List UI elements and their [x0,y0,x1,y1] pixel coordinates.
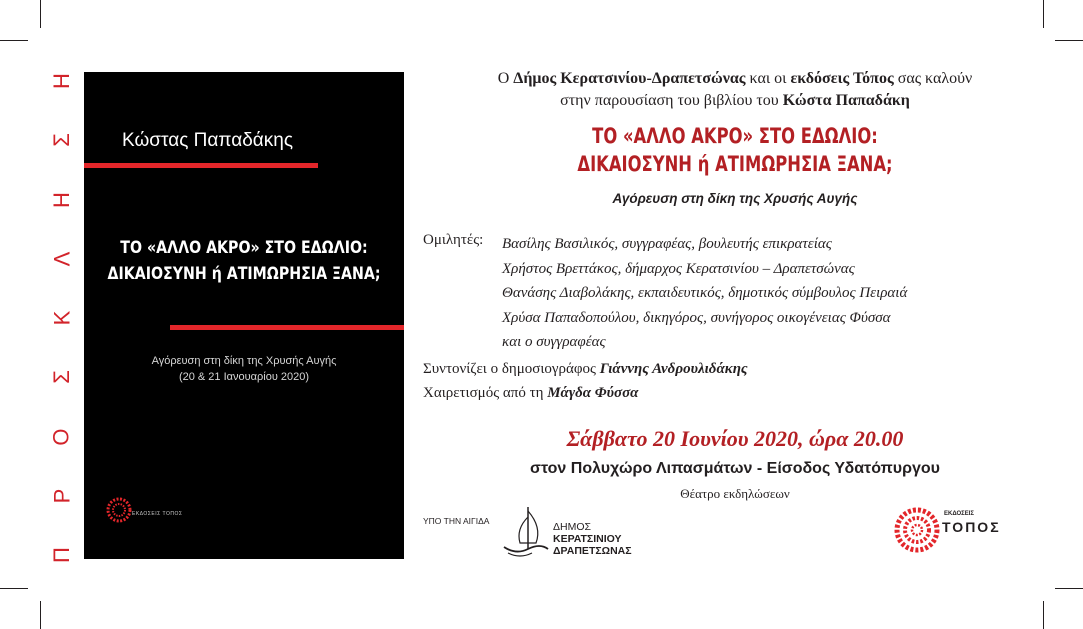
vertical-letter: Λ [48,251,74,267]
vertical-letter: Ρ [49,488,74,504]
speaker-item: Βασίλης Βασιλικός, συγγραφέας, βουλευτής επικρατείας [502,236,832,252]
municipality-logo-line: ΚΕΡΑΤΣΙΝΙΟΥ [553,533,622,545]
intro-line-1 [420,68,1050,90]
publisher-footer-small-text: ΕΚΔΟΣΕΙΣ [944,511,975,517]
event-title-line: ΤΟ «ΑΛΛΟ ΑΚΡΟ» ΣΤΟ ΕΔΩΛΙΟ: [592,124,878,148]
book-cover [84,72,404,559]
publisher-footer-logo-icon [893,506,941,554]
crop-mark [0,588,28,589]
patronage-label: ΥΠΟ ΤΗΝ ΑΙΓΙΔΑ [423,516,490,526]
municipality-logo-line: ΔΗΜΟΣ [553,521,592,533]
vertical-letter: Η [48,73,74,89]
event-venue-sub: Θέατρο εκδηλώσεων [680,486,790,501]
intro-line-2 [420,90,1050,112]
event-date: Σάββατο 20 Ιουνίου 2020, ώρα 20.00 [566,426,904,451]
book-subtitle-line: Αγόρευση στη δίκη της Χρυσής Αυγής [151,355,337,367]
book-title-line: ΔΙΚΑΙΟΣΥΝΗ ή ΑΤΙΜΩΡΗΣΙΑ ΞΑΝΑ; [107,264,381,283]
municipality-logo-icon [502,503,550,561]
book-subtitle [84,353,404,385]
vertical-letter: Ο [49,427,74,446]
speaker-item: Θανάσης Διαβολάκης, εκπαιδευτικός, δημοτικός σύμβουλος Πειραιά [502,285,908,301]
event-title [489,122,980,178]
book-title-line: ΤΟ «ΑΛΛΟ ΑΚΡΟ» ΣΤΟ ΕΔΩΛΙΟ: [120,238,368,257]
event-subtitle: Αγόρευση στη δίκη της Χρυσής Αυγής [612,191,858,206]
intro-text-part: σας καλούν [893,70,973,87]
book-red-bar-top [84,163,318,168]
speaker-item: Χρύσα Παπαδοπούλου, δικηγόρος, συνήγορος οικογένειας Φύσσα [502,309,891,326]
speakers-label: Ομιλητές: [423,232,484,248]
book-subtitle-line: (20 & 21 Ιανουαρίου 2020) [178,371,310,383]
publisher-logo-icon [106,497,132,523]
vertical-letter: Κ [49,310,74,326]
vertical-letter: Σ [48,133,74,148]
crop-mark [40,601,41,629]
vertical-letter: Η [48,191,74,208]
event-venue: στον Πολυχώρο Λιπασμάτων - Είσοδος Υδατόπυργου [530,460,940,477]
intro-text-part: και οι [745,70,791,87]
publisher-footer-name: ΤΟΠΟΣ [942,519,1001,535]
moderator-name: Γιάννης Ανδρουλιδάκης [599,361,748,377]
book-red-bar-bottom [318,325,404,330]
intro-text-part: στην παρουσίαση του βιβλίου του [560,92,783,109]
intro-text-part: Ο [497,70,514,87]
vertical-letter: Σ [48,370,74,385]
book-red-bar-bottom-left [170,325,318,330]
crop-mark [1043,601,1044,629]
speaker-item: και ο συγγραφέας [502,334,606,350]
author-name: Κώστα Παπαδάκη [782,92,910,109]
crop-mark [1055,588,1083,589]
book-author: Κώστας Παπαδάκης [122,130,293,151]
vertical-invitation-word [50,70,74,566]
book-title [106,235,381,287]
greeting-name: Μάγδα Φύσσα [547,385,639,401]
vertical-letter: Π [48,547,74,563]
speaker-item: Χρήστος Βρεττάκος, δήμαρχος Κερατσινίου – Δραπετσώνας [502,260,855,277]
crop-mark [1055,40,1083,41]
municipality-logo-text [553,521,632,557]
organizer-name: Δήμος Κερατσινίου-Δραπετσώνας [513,70,746,87]
crop-mark [1043,0,1044,28]
event-title-line: ΔΙΚΑΙΟΣΥΝΗ ή ΑΤΙΜΩΡΗΣΙΑ ΞΑΝΑ; [577,152,893,176]
moderator-line [423,361,748,378]
greeting-text: Χαιρετισμός από τη [423,385,548,401]
crop-mark [40,0,41,28]
greeting-line [423,385,638,402]
crop-mark [0,40,28,41]
publisher-name: εκδόσεις Τόπος [790,70,894,87]
municipality-logo-line: ΔΡΑΠΕΤΣΩΝΑΣ [553,545,632,557]
intro-text [420,68,1050,112]
speakers-list [502,232,907,355]
publisher-logo-text: ΕΚΔΟΣΕΙΣ ΤΟΠΟΣ [132,511,183,517]
moderator-text: Συντονίζει ο δημοσιογράφος [423,361,600,377]
